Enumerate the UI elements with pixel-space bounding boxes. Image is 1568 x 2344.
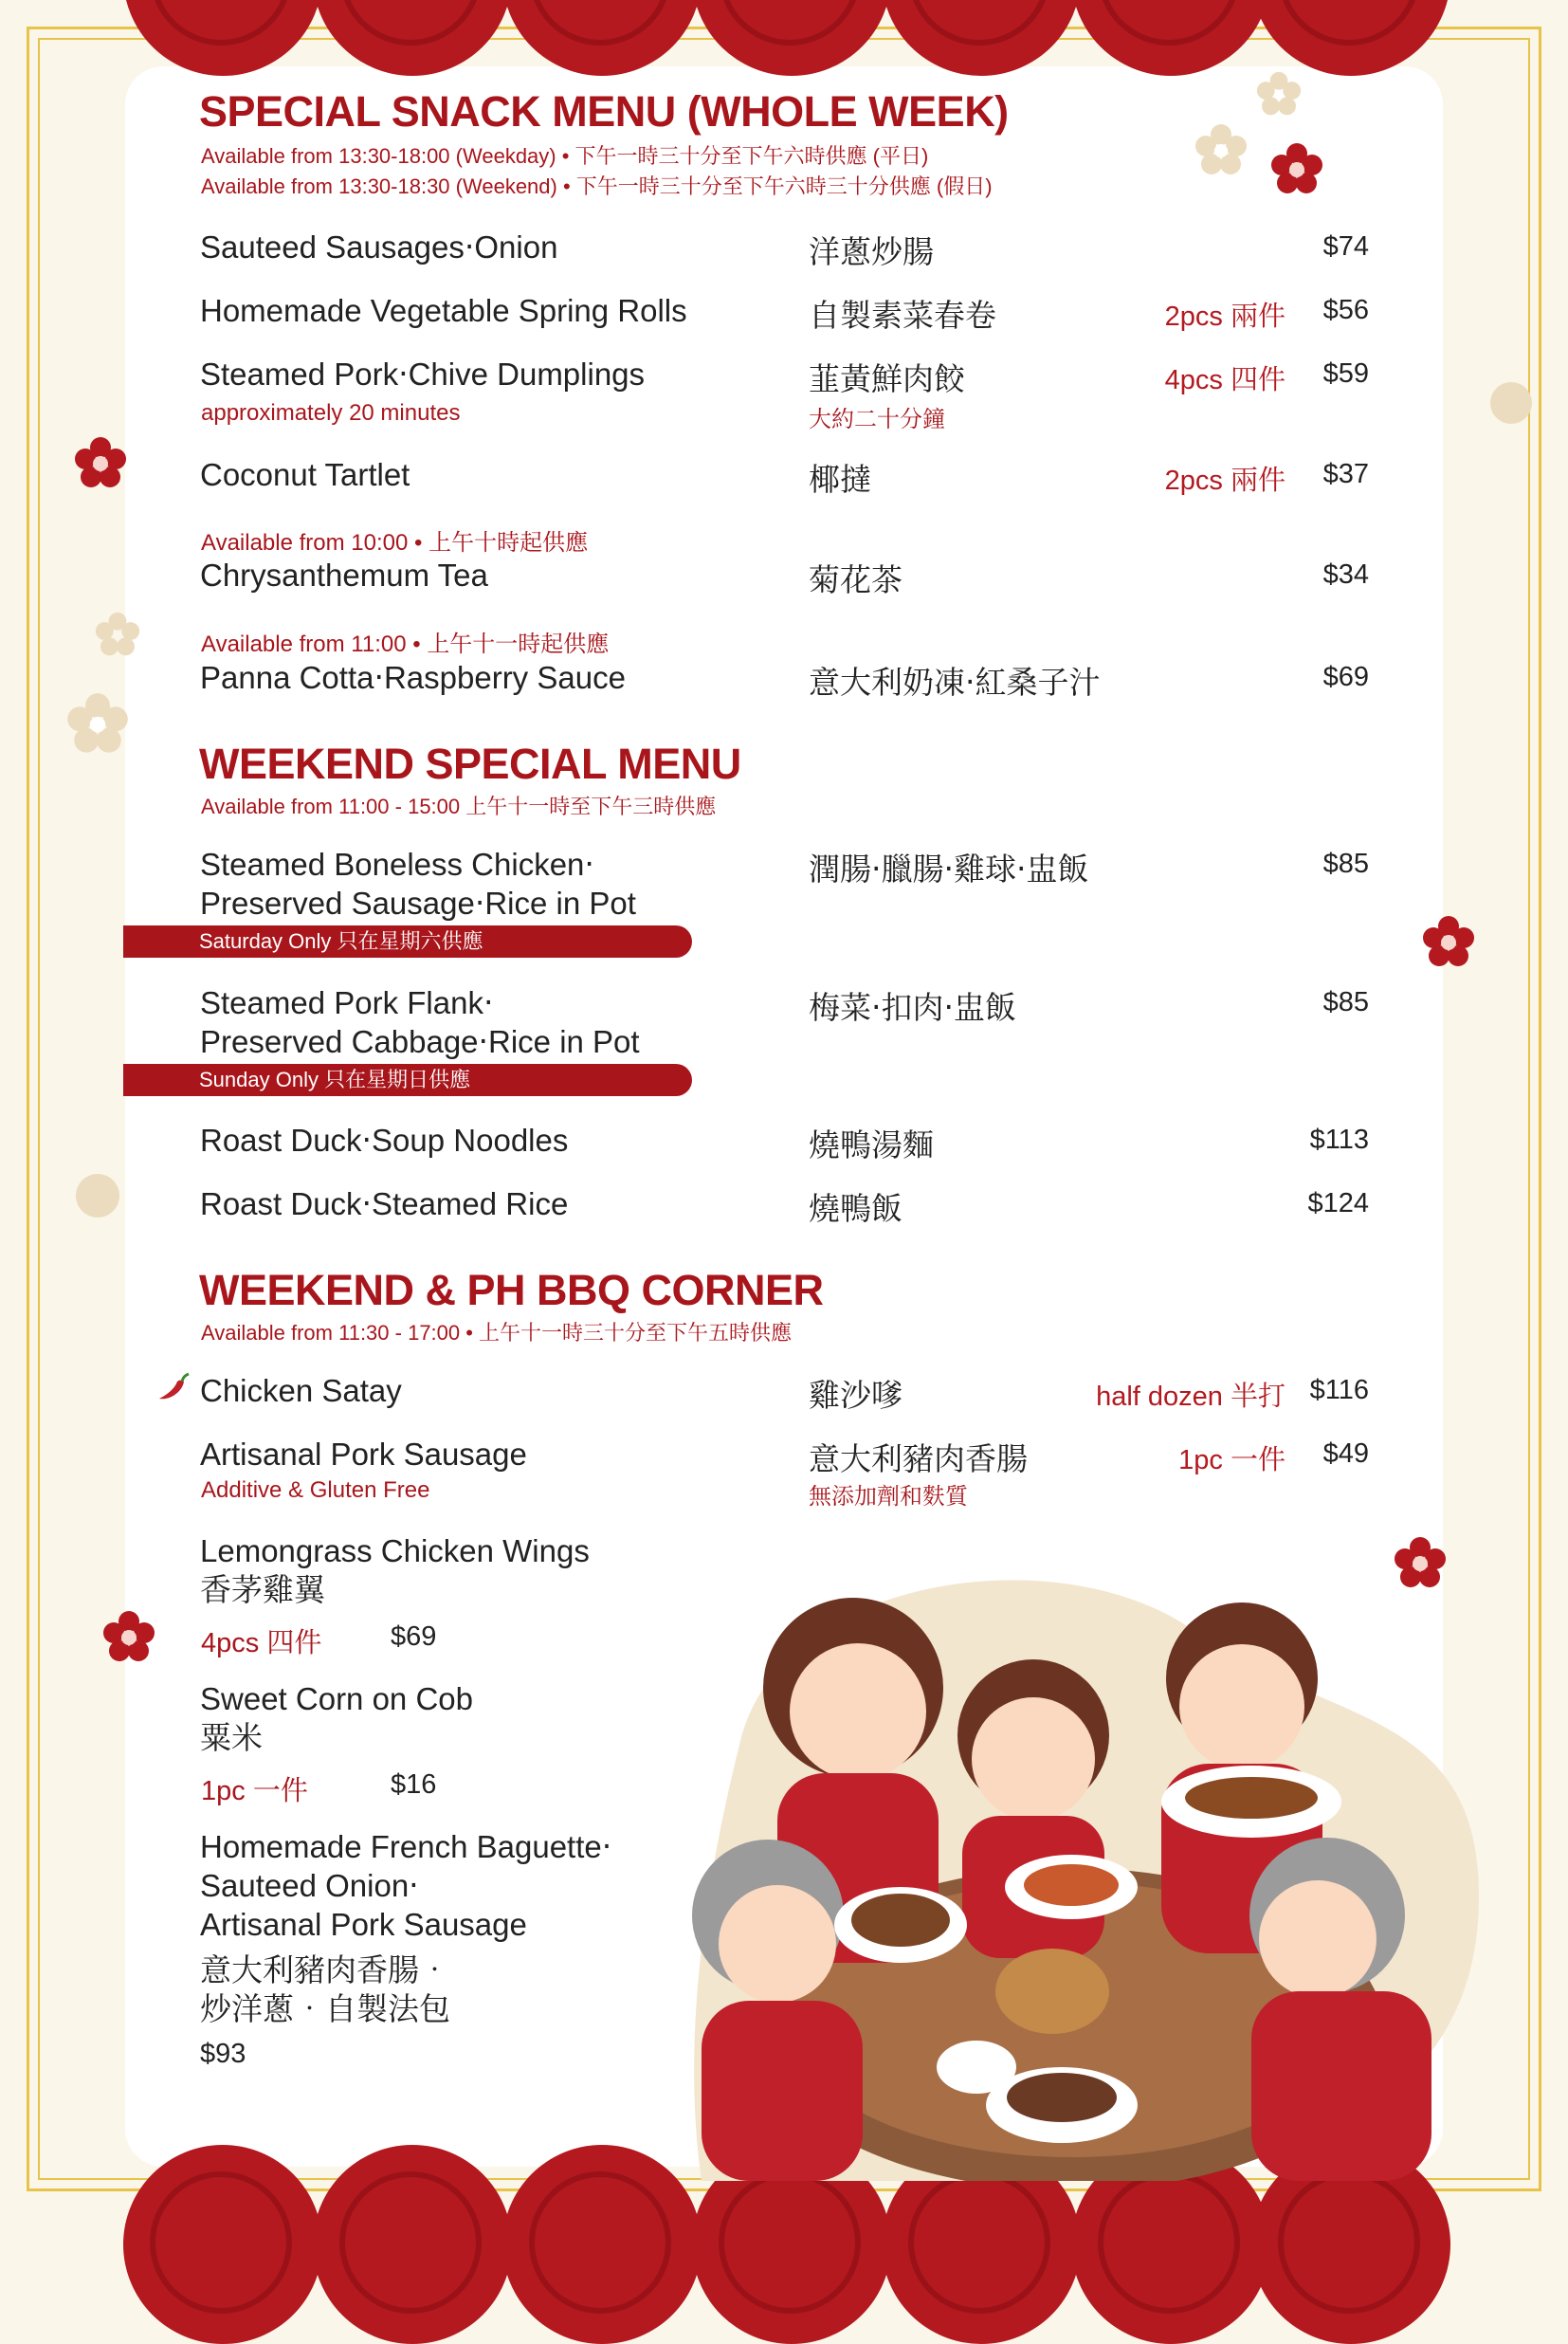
item-price: $56: [1322, 295, 1369, 325]
item-name-en: Coconut Tartlet: [200, 457, 410, 492]
item-name-en: Chrysanthemum Tea: [200, 558, 488, 593]
item-name-zh: 韮黃鮮肉餃: [809, 360, 965, 397]
item-name-en-line1: Homemade French Baguette‧: [200, 1829, 612, 1864]
weekend-availability: Available from 11:00 - 15:00 上午十一時至下午三時供應: [201, 795, 717, 818]
item-name-zh: 梅菜‧扣肉‧盅飯: [809, 989, 1016, 1026]
item-name-en-line2: Preserved Sausage‧Rice in Pot: [200, 886, 636, 921]
item-name-en: Chicken Satay: [200, 1373, 402, 1408]
item-quantity: 4pcs 四件: [1164, 365, 1285, 395]
item-price: $16: [391, 1769, 437, 1800]
bbq-corner-title: WEEKEND & PH BBQ CORNER: [199, 1266, 824, 1314]
saturday-only-badge: Saturday Only 只在星期六供應: [123, 925, 692, 958]
item-name-zh: 椰撻: [809, 461, 871, 498]
item-name-zh: 燒鴨飯: [809, 1190, 903, 1227]
item-price: $93: [200, 2039, 246, 2069]
item-name-zh: 雞沙嗲: [809, 1377, 903, 1414]
bbq-availability: Available from 11:30 - 17:00 • 上午十一時三十分至下午五時供應: [201, 1321, 793, 1345]
item-name-zh: 燒鴨湯麵: [809, 1126, 934, 1163]
item-name-zh: 自製素菜春卷: [809, 297, 996, 334]
item-quantity: 2pcs 兩件: [1164, 302, 1285, 332]
item-price: $59: [1322, 358, 1369, 389]
item-name-zh: 洋蔥炒腸: [809, 233, 934, 270]
item-quantity: 2pcs 兩件: [1164, 466, 1285, 496]
item-name-zh: 菊花茶: [809, 561, 903, 598]
item-price: $69: [391, 1621, 437, 1652]
item-price: $85: [1322, 987, 1369, 1017]
item-note-en: approximately 20 minutes: [201, 400, 461, 426]
item-name-zh-line2: 炒洋蔥‧自製法包: [200, 1991, 450, 2026]
item-name-zh: 粟米: [200, 1720, 263, 1755]
weekend-menu-title: WEEKEND SPECIAL MENU: [199, 740, 741, 788]
item-name-en: Steamed Pork‧Chive Dumplings: [200, 357, 646, 392]
item-price: $74: [1322, 231, 1369, 262]
item-price: $113: [1309, 1125, 1369, 1155]
item-name-en-line2: Sauteed Onion‧: [200, 1868, 419, 1903]
item-name-zh: 香茅雞翼: [200, 1572, 325, 1607]
item-price: $49: [1322, 1438, 1369, 1469]
item-name-zh: 意大利豬肉香腸: [809, 1440, 1028, 1477]
item-name-en-line2: Preserved Cabbage‧Rice in Pot: [200, 1024, 640, 1059]
item-price: $34: [1322, 559, 1369, 590]
item-price: $85: [1322, 849, 1369, 879]
item-availability: Available from 10:00 • 上午十時起供應: [201, 530, 589, 556]
item-price: $37: [1322, 459, 1369, 489]
item-quantity: 1pc 一件: [201, 1776, 308, 1806]
item-name-zh: 意大利奶凍‧紅桑子汁: [809, 664, 1101, 701]
item-name-en: Sauteed Sausages‧Onion: [200, 229, 558, 265]
item-note-zh: 無添加劑和麩質: [809, 1484, 968, 1510]
item-name-zh-line1: 意大利豬肉香腸‧: [200, 1952, 450, 1987]
item-name-en: Sweet Corn on Cob: [200, 1681, 473, 1716]
sunday-only-badge: Sunday Only 只在星期日供應: [123, 1064, 692, 1096]
item-availability: Available from 11:00 • 上午十一時起供應: [201, 632, 610, 657]
item-name-en-line1: Steamed Pork Flank‧: [200, 985, 494, 1020]
chili-pepper-icon: [154, 1372, 191, 1404]
item-note-en: Additive & Gluten Free: [201, 1477, 430, 1503]
item-quantity: half dozen 半打: [1096, 1382, 1285, 1412]
item-name-en-line1: Steamed Boneless Chicken‧: [200, 847, 594, 882]
item-quantity: 1pc 一件: [1178, 1445, 1285, 1475]
snack-menu-title: SPECIAL SNACK MENU (WHOLE WEEK): [199, 87, 1009, 136]
snack-availability-weekday: Available from 13:30-18:00 (Weekday) • 下午一時三十分至下午六時供應 (平日): [201, 144, 929, 168]
item-name-en: Panna Cotta‧Raspberry Sauce: [200, 660, 626, 695]
snack-availability-weekend: Available from 13:30-18:30 (Weekend) • 下午一時三十分至下午六時三十分供應 (假日): [201, 174, 993, 198]
item-name-en: Roast Duck‧Steamed Rice: [200, 1186, 569, 1221]
item-note-zh: 大約二十分鐘: [809, 407, 945, 432]
item-name-en: Artisanal Pork Sausage: [200, 1437, 527, 1472]
item-name-en: Roast Duck‧Soup Noodles: [200, 1123, 569, 1158]
item-quantity: 4pcs 四件: [201, 1628, 322, 1658]
item-price: $124: [1307, 1188, 1369, 1218]
item-price: $116: [1309, 1375, 1369, 1405]
item-name-zh: 潤腸‧臘腸‧雞球‧盅飯: [809, 851, 1089, 888]
item-name-en-line3: Artisanal Pork Sausage: [200, 1907, 527, 1942]
item-price: $69: [1322, 662, 1369, 692]
item-name-en: Lemongrass Chicken Wings: [200, 1533, 590, 1568]
item-name-en: Homemade Vegetable Spring Rolls: [200, 293, 687, 328]
